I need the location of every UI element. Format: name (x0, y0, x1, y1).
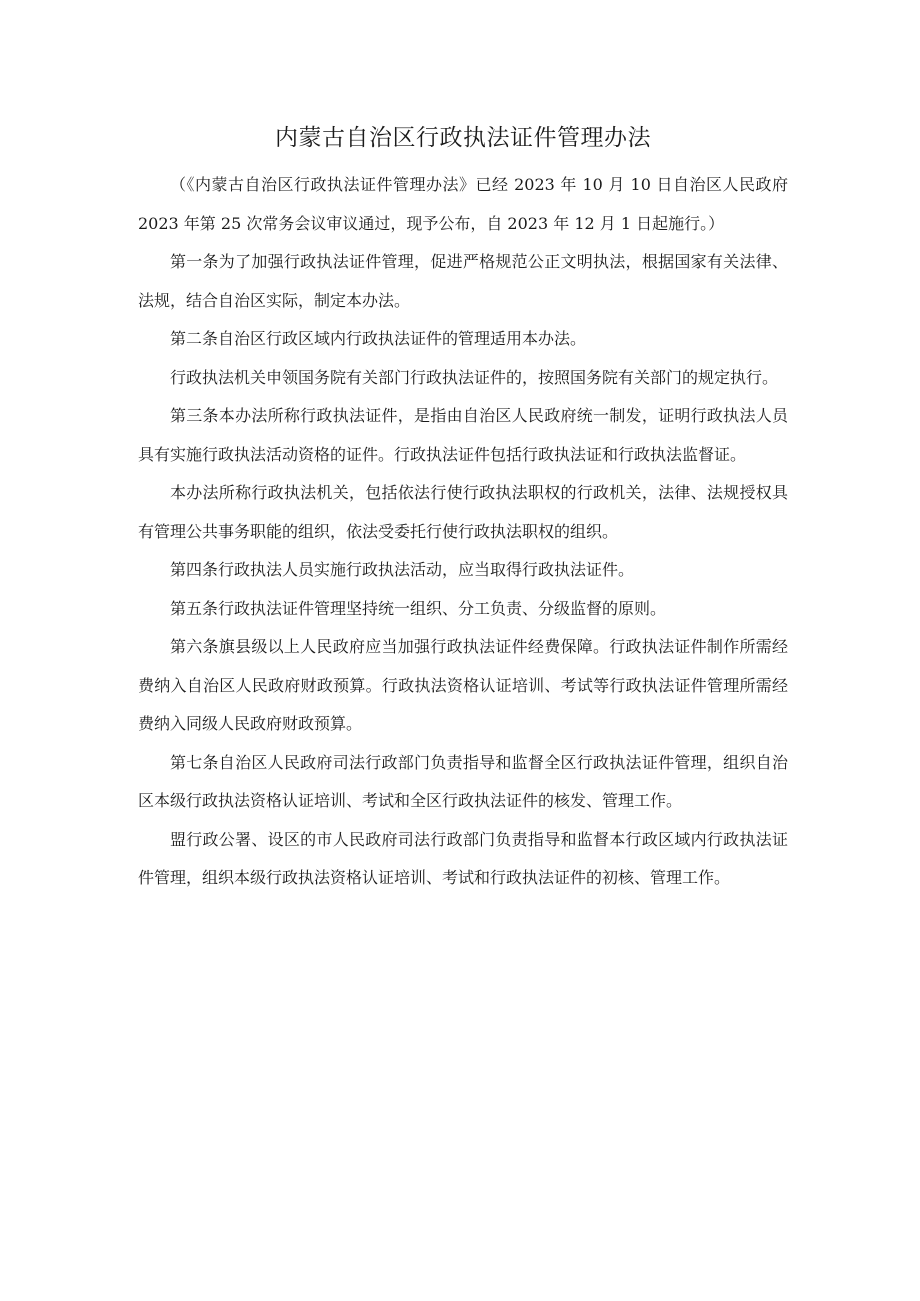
article-paragraph: 盟行政公署、设区的市人民政府司法行政部门负责指导和监督本行政区域内行政执法证件管理，组织本级行政执法资格认证培训、考试和行政执法证件的初核、管理工作。 (138, 829, 788, 887)
article-paragraph: 行政执法机关申领国务院有关部门行政执法证件的，按照国务院有关部门的规定执行。 (170, 367, 779, 387)
article-paragraph: 第七条自治区人民政府司法行政部门负责指导和监督全区行政执法证件管理，组织自治区本级行政执法资格认证培训、考试和全区行政执法证件的核发、管理工作。 (138, 752, 788, 810)
article-paragraph: 第一条为了加强行政执法证件管理，促进严格规范公正文明执法，根据国家有关法律、法规，结合自治区实际，制定本办法。 (138, 252, 788, 310)
promulgation-note: （《内蒙古自治区行政执法证件管理办法》已经 2023 年 10 月 10 日自治区人民政府 2023 年第 25 次常务会议审议通过，现予公布，自 2023 年 12 月 1 日起施行。） (138, 175, 788, 233)
article-paragraph: 第五条行政执法证件管理坚持统一组织、分工负责、分级监督的原则。 (170, 598, 667, 618)
article-paragraph: 第二条自治区行政区域内行政执法证件的管理适用本办法。 (170, 329, 587, 348)
article-paragraph: 第四条行政执法人员实施行政执法活动，应当取得行政执法证件。 (170, 560, 635, 579)
document-page (138, 118, 788, 898)
document-title: 内蒙古自治区行政执法证件管理办法 (275, 125, 651, 151)
article-paragraph: 本办法所称行政执法机关，包括依法行使行政执法职权的行政机关，法律、法规授权具有管理公共事务职能的组织，依法受委托行使行政执法职权的组织。 (138, 483, 788, 541)
article-paragraph: 第六条旗县级以上人民政府应当加强行政执法证件经费保障。行政执法证件制作所需经费纳入自治区人民政府财政预算。行政执法资格认证培训、考试等行政执法证件管理所需经费纳入同级人民政府财政预算。 (138, 637, 788, 733)
article-paragraph: 第三条本办法所称行政执法证件，是指由自治区人民政府统一制发，证明行政执法人员具有实施行政执法活动资格的证件。行政执法证件包括行政执法证和行政执法监督证。 (138, 406, 788, 464)
